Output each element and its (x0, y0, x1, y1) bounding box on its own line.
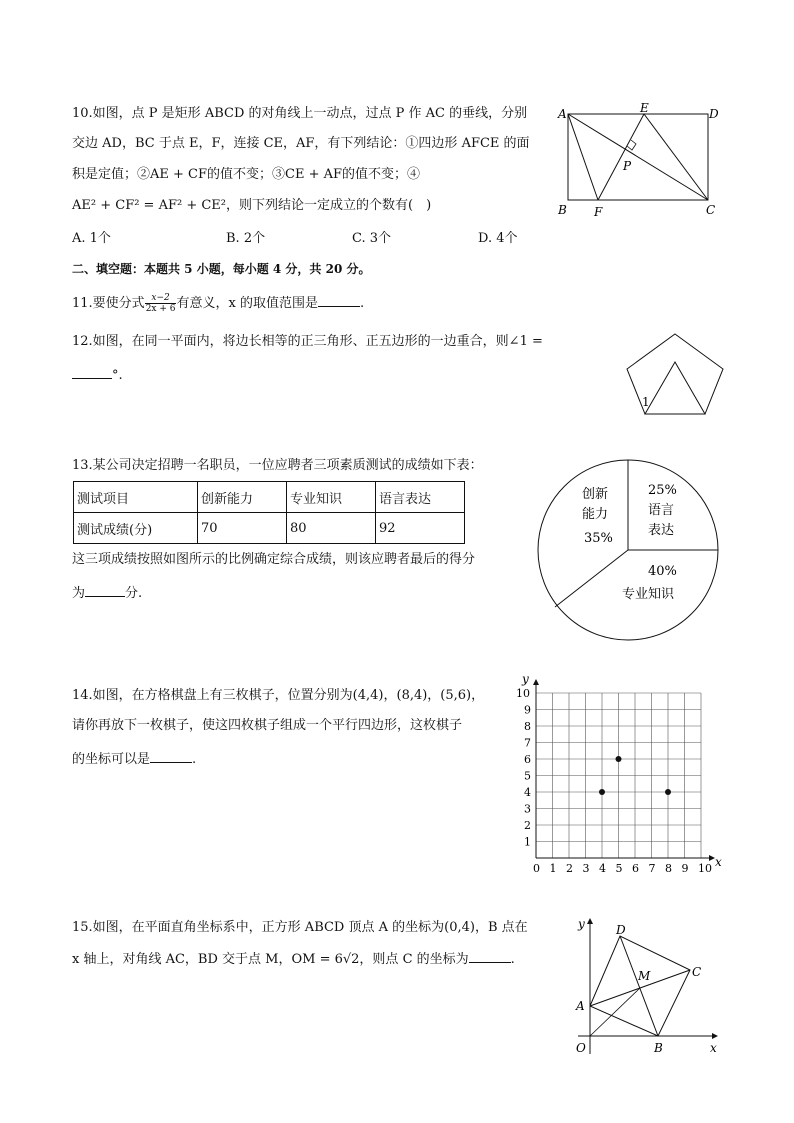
q10-label-p: P (623, 159, 632, 173)
q14-line3 (72, 748, 196, 770)
section2-heading: 二、填空题：本题共 5 小题，每小题 4 分，共 20 分。 (72, 262, 371, 276)
q10-option-a: A. 1个 (72, 231, 111, 246)
q10-label-f: F (594, 205, 603, 219)
q15-label-d: D (616, 923, 626, 937)
x-axis-label: x (715, 855, 722, 869)
q13-line3-pre: 为 (72, 586, 86, 601)
q15-diagonal-bd (620, 936, 658, 1036)
q15-label-m: M (638, 969, 651, 983)
q13-line1: 13.某公司决定招聘一名职员，一位应聘者三项素质测试的成绩如下表： (72, 458, 483, 473)
q10-label-a: A (558, 107, 567, 121)
q12-pentagon-figure (622, 330, 728, 420)
q11-fraction (145, 293, 177, 314)
q13-answer-blank[interactable] (85, 582, 125, 597)
table-cell: 80 (287, 513, 376, 544)
q14-line3-pre: 的坐标可以是 (72, 752, 151, 767)
q15-square-figure (566, 914, 726, 1060)
q11-frac-num: x−2 (145, 293, 177, 304)
x-tick-label: 1 (549, 862, 557, 875)
y-tick-label: 7 (524, 736, 531, 750)
q15-y-arrow (587, 918, 593, 924)
x-tick-label: 10 (698, 862, 712, 875)
q10-option-b: B. 2个 (226, 231, 266, 246)
pie-label-innovation-1: 创新 (582, 487, 609, 502)
q15-label-a: A (576, 999, 585, 1013)
q15-x-arrow (712, 1033, 718, 1039)
q14-coordinate-grid (510, 672, 728, 884)
y-tick-label: 6 (524, 753, 531, 766)
q15-label-c: C (692, 965, 702, 979)
q13-score-table (73, 481, 465, 544)
table-row (74, 513, 465, 544)
pie-label-language-2: 表达 (648, 523, 675, 538)
q10-label-c: C (706, 203, 716, 217)
y-tick-label: 2 (524, 819, 531, 832)
x-tick-label: 6 (632, 862, 639, 875)
x-tick-label: 4 (599, 862, 606, 875)
q10-option-d: D. 4个 (478, 231, 518, 246)
q10-line3: 积是定值；②AE + CF的值不变；③CE + AF的值不变；④ (72, 167, 421, 182)
q11-line (72, 292, 364, 314)
q15-line2-pre: x 轴上，对角线 AC，BD 交于点 M，OM = 6√2，则点 C 的坐标为 (72, 952, 469, 967)
x-tick-label: 9 (681, 862, 689, 875)
q15-line2 (72, 948, 515, 970)
q12-degree: °. (112, 368, 123, 383)
table-row (74, 482, 465, 513)
q15-label-b: B (654, 1041, 663, 1055)
pie-label-knowledge-pct: 40% (648, 564, 677, 579)
q12-line1: 12.如图，在同一平面内，将边长相等的正三角形、正五边形的一边重合，则∠1 = (72, 334, 543, 349)
q13-line3-post: 分. (125, 586, 143, 601)
y-axis-label: y (522, 672, 529, 686)
q15-label-y: y (578, 917, 585, 931)
q12-angle-label: 1 (642, 395, 650, 409)
table-cell: 70 (198, 513, 287, 544)
q11-answer-blank[interactable] (318, 292, 360, 307)
y-tick-label: 8 (524, 720, 531, 733)
q14-line3-post: . (192, 752, 197, 767)
q12-line2 (72, 364, 123, 386)
q15-line2-post: . (510, 952, 515, 967)
q10-line4: AE² + CF² = AF² + CE²，则下列结论一定成立的个数有( ) (72, 198, 432, 213)
q10-line1: 10.如图，点 P 是矩形 ABCD 的对角线上一动点，过点 P 作 AC 的垂线，分别 (72, 106, 528, 121)
q11-frac-den: 2x + 6 (145, 304, 176, 314)
q11-end: . (359, 296, 365, 311)
x-tick-label: 7 (648, 862, 656, 875)
x-tick-label: 8 (665, 862, 672, 875)
q10-rectangle-figure (556, 100, 726, 222)
q10-option-c: C. 3个 (352, 231, 392, 246)
q15-line1: 15.如图，在平面直角坐标系中，正方形 ABCD 顶点 A 的坐标为(0,4)，B 点在 (72, 920, 528, 935)
y-tick-label: 3 (524, 802, 531, 816)
q10-label-b: B (558, 203, 567, 217)
table-header-cell: 测试项目 (74, 482, 198, 513)
table-header-cell: 语言表达 (376, 482, 465, 513)
q12-answer-blank[interactable] (72, 364, 112, 379)
y-tick-label: 4 (524, 786, 531, 799)
table-header-cell: 创新能力 (198, 482, 287, 513)
q15-label-x: x (710, 1041, 717, 1055)
chess-piece-point (665, 789, 671, 795)
pie-label-innovation-2: 能力 (582, 507, 609, 522)
q15-square (590, 936, 690, 1036)
chess-piece-point (616, 756, 622, 762)
x-tick-label: 0 (533, 862, 540, 875)
y-tick-label: 1 (524, 835, 531, 849)
y-tick-label: 5 (524, 769, 531, 783)
table-cell: 92 (376, 513, 465, 544)
q15-label-o: O (576, 1041, 586, 1055)
q15-answer-blank[interactable] (469, 948, 511, 963)
q11-post: 有意义，x 的取值范围是 (176, 296, 318, 311)
y-axis-arrow (533, 679, 539, 685)
q14-line1: 14.如图，在方格棋盘上有三枚棋子，位置分别为(4,4)，(8,4)，(5,6)， (72, 688, 485, 703)
q11-pre: 11.要使分式 (72, 296, 145, 311)
y-tick-label: 10 (516, 687, 530, 700)
pie-label-language-1: 语言 (648, 503, 675, 518)
table-header-cell: 专业知识 (287, 482, 376, 513)
q14-line2: 请你再放下一枚棋子，使这四枚棋子组成一个平行四边形，这枚棋子 (72, 718, 463, 733)
pie-label-knowledge: 专业知识 (622, 587, 675, 602)
q10-line2: 交边 AD，BC 于点 E，F，连接 CE，AF，有下列结论：①四边形 AFCE 的面 (72, 136, 530, 151)
q14-answer-blank[interactable] (150, 748, 192, 763)
q13-line2: 这三项成绩按照如图所示的比例确定综合成绩，则该应聘者最后的得分 (72, 552, 476, 567)
x-tick-label: 2 (566, 862, 573, 875)
pie-label-innovation-pct: 35% (584, 531, 613, 546)
pie-label-language-pct: 25% (648, 483, 677, 498)
x-tick-label: 3 (582, 862, 590, 875)
q13-line3 (72, 582, 142, 604)
q10-label-e: E (640, 101, 649, 115)
q10-label-d: D (709, 107, 719, 121)
x-tick-label: 5 (615, 862, 623, 875)
q15-segment-om (590, 988, 640, 1036)
q13-pie-chart (530, 462, 726, 652)
table-cell: 测试成绩(分) (74, 513, 198, 544)
y-tick-label: 9 (524, 703, 531, 717)
chess-piece-point (599, 789, 605, 795)
pie-divider-lower-left (555, 550, 628, 607)
